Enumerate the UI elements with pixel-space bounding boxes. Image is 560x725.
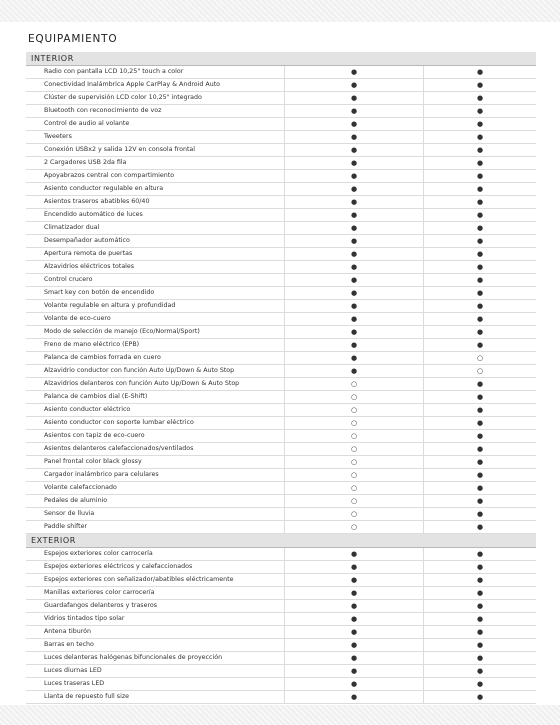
table-row: [26, 665, 536, 678]
feature-label: Asiento conductor eléctrico: [44, 406, 131, 413]
availability-mark-version-1: ●: [284, 209, 423, 221]
availability-mark-version-1: ●: [284, 613, 423, 625]
table-row: [26, 300, 536, 313]
feature-label: Luces diurnas LED: [44, 667, 102, 674]
availability-mark-version-2: ●: [423, 430, 536, 442]
feature-label: Control crucero: [44, 276, 93, 283]
feature-label: Manillas exteriores color carrocería: [44, 589, 155, 596]
feature-label: Asiento conductor regulable en altura: [44, 185, 164, 192]
table-row: [26, 613, 536, 626]
feature-label: Conexión USBx2 y salida 12V en consola frontal: [44, 146, 196, 153]
availability-mark-version-1: ●: [284, 92, 423, 104]
availability-mark-version-1: ●: [284, 66, 423, 78]
availability-mark-version-1: ●: [284, 274, 423, 286]
availability-mark-version-1: ●: [284, 600, 423, 612]
table-row: [26, 391, 536, 404]
feature-label: Volante regulable en altura y profundidad: [44, 302, 176, 309]
availability-mark-version-2: ●: [423, 391, 536, 403]
availability-mark-version-2: ●: [423, 79, 536, 91]
table-row: [26, 417, 536, 430]
availability-mark-version-1: ○: [284, 469, 423, 481]
section-header-exterior: EXTERIOR: [26, 534, 536, 548]
feature-label: Panel frontal color black glossy: [44, 458, 142, 465]
availability-mark-version-2: ●: [423, 561, 536, 573]
availability-mark-version-2: ●: [423, 665, 536, 677]
table-row: [26, 365, 536, 378]
availability-mark-version-1: ●: [284, 587, 423, 599]
table-row: [26, 652, 536, 665]
feature-label: Antena tiburón: [44, 628, 91, 635]
feature-label: Radio con pantalla LCD 10,25" touch a color: [44, 68, 184, 75]
table-row: [26, 678, 536, 691]
availability-mark-version-1: ●: [284, 144, 423, 156]
table-row: [26, 261, 536, 274]
table-row: [26, 548, 536, 561]
feature-label: Palanca de cambios forrada en cuero: [44, 354, 161, 361]
availability-mark-version-1: ●: [284, 561, 423, 573]
feature-label: Desempañador automático: [44, 237, 130, 244]
availability-mark-version-1: ●: [284, 626, 423, 638]
availability-mark-version-1: ○: [284, 482, 423, 494]
availability-mark-version-2: ●: [423, 92, 536, 104]
table-row: [26, 326, 536, 339]
availability-mark-version-2: ●: [423, 574, 536, 586]
availability-mark-version-1: ○: [284, 521, 423, 533]
feature-label: Guardafangos delanteros y traseros: [44, 602, 158, 609]
availability-mark-version-1: ●: [284, 105, 423, 117]
availability-mark-version-2: ●: [423, 170, 536, 182]
availability-mark-version-1: ●: [284, 339, 423, 351]
feature-label: Espejos exteriores color carrocería: [44, 550, 153, 557]
availability-mark-version-2: ●: [423, 587, 536, 599]
availability-mark-version-1: ○: [284, 495, 423, 507]
availability-mark-version-2: ●: [423, 313, 536, 325]
table-row: [26, 378, 536, 391]
table-row: [26, 495, 536, 508]
table-row: [26, 313, 536, 326]
table-row: [26, 339, 536, 352]
table-row: [26, 196, 536, 209]
availability-mark-version-2: ●: [423, 105, 536, 117]
availability-mark-version-2: ●: [423, 548, 536, 560]
availability-mark-version-1: ●: [284, 639, 423, 651]
feature-label: 2 Cargadores USB 2da fila: [44, 159, 127, 166]
feature-label: Tweeters: [44, 133, 72, 140]
availability-mark-version-1: ●: [284, 131, 423, 143]
feature-label: Palanca de cambios dial (E-Shift): [44, 393, 148, 400]
feature-label: Modo de selección de manejo (Eco/Normal/Sport): [44, 328, 200, 335]
feature-label: Asiento conductor con soporte lumbar eléctrico: [44, 419, 194, 426]
feature-label: Alzavidrio conductor con función Auto Up/Down & Auto Stop: [44, 367, 235, 374]
table-row: [26, 118, 536, 131]
availability-mark-version-1: ○: [284, 508, 423, 520]
table-row: [26, 456, 536, 469]
table-row: [26, 79, 536, 92]
availability-mark-version-2: ●: [423, 626, 536, 638]
table-row: [26, 274, 536, 287]
feature-label: Freno de mano eléctrico (EPB): [44, 341, 140, 348]
availability-mark-version-2: ●: [423, 469, 536, 481]
feature-label: Smart key con botón de encendido: [44, 289, 155, 296]
availability-mark-version-2: ●: [423, 339, 536, 351]
availability-mark-version-2: ●: [423, 118, 536, 130]
top-pattern-band: [0, 0, 560, 22]
table-row: [26, 469, 536, 482]
availability-mark-version-1: ●: [284, 183, 423, 195]
availability-mark-version-2: ●: [423, 495, 536, 507]
table-row: [26, 561, 536, 574]
availability-mark-version-2: ●: [423, 378, 536, 390]
availability-mark-version-2: ●: [423, 131, 536, 143]
table-row: [26, 430, 536, 443]
bottom-pattern-band: [0, 705, 560, 725]
table-row: [26, 170, 536, 183]
availability-mark-version-2: ●: [423, 417, 536, 429]
availability-mark-version-2: ●: [423, 274, 536, 286]
availability-mark-version-2: ●: [423, 261, 536, 273]
availability-mark-version-1: ●: [284, 352, 423, 364]
availability-mark-version-2: ●: [423, 521, 536, 533]
feature-label: Espejos exteriores eléctricos y calefaccionados: [44, 563, 193, 570]
availability-mark-version-2: ●: [423, 508, 536, 520]
feature-label: Luces delanteras halógenas bifuncionales de proyección: [44, 654, 223, 661]
availability-mark-version-1: ○: [284, 456, 423, 468]
availability-mark-version-1: ●: [284, 170, 423, 182]
availability-mark-version-1: ●: [284, 548, 423, 560]
availability-mark-version-2: ●: [423, 66, 536, 78]
feature-label: Bluetooth con reconocimiento de voz: [44, 107, 162, 114]
availability-mark-version-2: ●: [423, 235, 536, 247]
availability-mark-version-2: ●: [423, 482, 536, 494]
availability-mark-version-1: ●: [284, 157, 423, 169]
section-header-interior: INTERIOR: [26, 52, 536, 66]
table-row: [26, 235, 536, 248]
table-row: [26, 144, 536, 157]
table-row: [26, 157, 536, 170]
feature-label: Alzavidrios eléctricos totales: [44, 263, 135, 270]
availability-mark-version-2: ●: [423, 443, 536, 455]
table-row: [26, 521, 536, 534]
feature-label: Alzavidrios delanteros con función Auto Up/Down & Auto Stop: [44, 380, 240, 387]
feature-label: Climatizador dual: [44, 224, 100, 231]
availability-mark-version-2: ○: [423, 352, 536, 364]
availability-mark-version-2: ●: [423, 639, 536, 651]
feature-label: Sensor de lluvia: [44, 510, 95, 517]
feature-label: Llanta de repuesto full size: [44, 693, 130, 700]
table-row: [26, 209, 536, 222]
feature-label: Asientos con tapiz de eco-cuero: [44, 432, 145, 439]
availability-mark-version-1: ○: [284, 378, 423, 390]
table-row: [26, 691, 536, 704]
feature-label: Apertura remota de puertas: [44, 250, 133, 257]
feature-label: Clúster de supervisión LCD color 10,25" integrado: [44, 94, 202, 101]
availability-mark-version-1: ●: [284, 326, 423, 338]
availability-mark-version-2: ●: [423, 326, 536, 338]
availability-mark-version-2: ●: [423, 600, 536, 612]
availability-mark-version-2: ●: [423, 157, 536, 169]
availability-mark-version-2: ●: [423, 300, 536, 312]
availability-mark-version-2: ●: [423, 678, 536, 690]
equipment-table: [26, 52, 536, 704]
table-row: [26, 92, 536, 105]
feature-label: Conectividad Inalámbrica Apple CarPlay & Android Auto: [44, 81, 221, 88]
availability-mark-version-2: ●: [423, 183, 536, 195]
availability-mark-version-2: ●: [423, 613, 536, 625]
availability-mark-version-2: ●: [423, 248, 536, 260]
availability-mark-version-1: ●: [284, 574, 423, 586]
feature-label: Volante de eco-cuero: [44, 315, 111, 322]
availability-mark-version-1: ○: [284, 391, 423, 403]
availability-mark-version-1: ○: [284, 430, 423, 442]
feature-label: Asientos delanteros calefaccionados/ventilados: [44, 445, 194, 452]
feature-label: Pedales de aluminio: [44, 497, 108, 504]
availability-mark-version-1: ●: [284, 313, 423, 325]
table-row: [26, 131, 536, 144]
feature-label: Control de audio al volante: [44, 120, 130, 127]
table-row: [26, 600, 536, 613]
table-row: [26, 626, 536, 639]
feature-label: Encendido automático de luces: [44, 211, 143, 218]
table-row: [26, 639, 536, 652]
page-title: EQUIPAMIENTO: [28, 33, 118, 45]
availability-mark-version-1: ●: [284, 365, 423, 377]
feature-label: Cargador inalámbrico para celulares: [44, 471, 159, 478]
availability-mark-version-1: ●: [284, 678, 423, 690]
availability-mark-version-2: ●: [423, 287, 536, 299]
availability-mark-version-1: ●: [284, 222, 423, 234]
feature-label: Asientos traseros abatibles 60/40: [44, 198, 150, 205]
availability-mark-version-2: ○: [423, 365, 536, 377]
feature-label: Espejos exteriores con señalizador/abatibles eléctricamente: [44, 576, 234, 583]
availability-mark-version-1: ●: [284, 300, 423, 312]
availability-mark-version-1: ●: [284, 235, 423, 247]
table-row: [26, 482, 536, 495]
availability-mark-version-2: ●: [423, 652, 536, 664]
availability-mark-version-1: ●: [284, 652, 423, 664]
feature-label: Vidrios tintados tipo solar: [44, 615, 125, 622]
table-row: [26, 66, 536, 79]
table-row: [26, 287, 536, 300]
availability-mark-version-1: ●: [284, 261, 423, 273]
availability-mark-version-1: ●: [284, 79, 423, 91]
availability-mark-version-2: ●: [423, 456, 536, 468]
table-row: [26, 587, 536, 600]
availability-mark-version-2: ●: [423, 691, 536, 703]
availability-mark-version-1: ○: [284, 404, 423, 416]
table-row: [26, 222, 536, 235]
availability-mark-version-2: ●: [423, 404, 536, 416]
availability-mark-version-1: ●: [284, 287, 423, 299]
availability-mark-version-2: ●: [423, 144, 536, 156]
availability-mark-version-1: ○: [284, 443, 423, 455]
availability-mark-version-1: ○: [284, 417, 423, 429]
availability-mark-version-1: ●: [284, 196, 423, 208]
table-row: [26, 574, 536, 587]
availability-mark-version-2: ●: [423, 222, 536, 234]
table-row: [26, 105, 536, 118]
availability-mark-version-2: ●: [423, 209, 536, 221]
availability-mark-version-1: ●: [284, 665, 423, 677]
feature-label: Luces traseras LED: [44, 680, 105, 687]
availability-mark-version-2: ●: [423, 196, 536, 208]
table-row: [26, 508, 536, 521]
feature-label: Volante calefaccionado: [44, 484, 117, 491]
feature-label: Apoyabrazos central con compartimiento: [44, 172, 175, 179]
availability-mark-version-1: ●: [284, 248, 423, 260]
availability-mark-version-1: ●: [284, 118, 423, 130]
feature-label: Paddle shifter: [44, 523, 88, 530]
table-row: [26, 404, 536, 417]
availability-mark-version-1: ●: [284, 691, 423, 703]
table-row: [26, 352, 536, 365]
feature-label: Barras en techo: [44, 641, 94, 648]
table-row: [26, 443, 536, 456]
table-row: [26, 183, 536, 196]
table-row: [26, 248, 536, 261]
